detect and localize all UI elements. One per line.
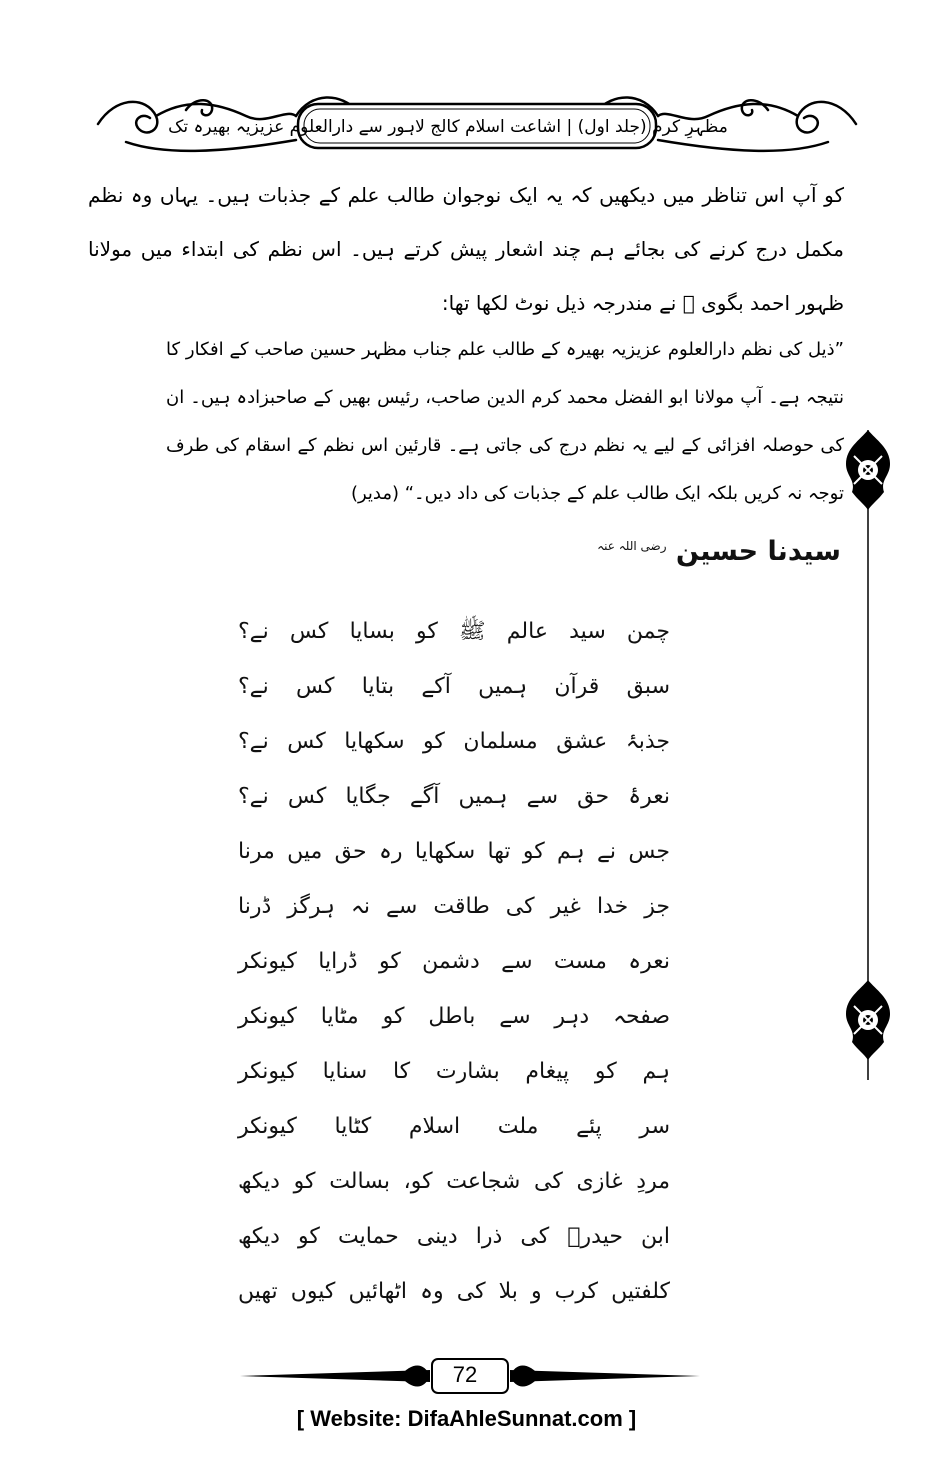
poem-body [238, 604, 670, 1319]
page-number: 72 [452, 1362, 478, 1387]
poem-line: مردِ غازی کی شجاعت کو، بسالت کو دیکھ [238, 1169, 670, 1194]
quoted-note: ”ذیل کی نظم دارالعلوم عزیزیہ بھیرہ کے طالب علم جناب مظہر حسین صاحب کے افکار کا نتیجہ ہے۔ آپ مولانا ابو الفضل محمد کرم الدین صاحب، رئیس بھیں کے صاحبزادہ ہیں۔ ان کی حوصلہ افزائی کے لیے یہ نظم درج کی جاتی ہے۔ قارئین اس نظم کے اسقام کی طرف توجہ نہ کریں بلکہ ایک طالب علم کے جذبات کی داد دیں۔“ (مدیر) [166, 339, 844, 504]
poem-line: سر پئے ملت اسلام کٹایا کیونکر [238, 1114, 670, 1139]
running-title: مظہرِ کرم (جلد اول) | اشاعت اسلام کالج لاہور سے دارالعلوم عزیزیہ بھیرہ تک [168, 116, 728, 137]
side-ornament-icon [843, 430, 893, 1080]
poem-line: ہم کو پیغام بشارت کا سنایا کیونکر [238, 1059, 670, 1084]
poem-line: سبق قرآن ہمیں آکے بتایا کس نے؟ [238, 674, 670, 699]
poem-title [597, 536, 841, 567]
poem-line: جذبۂ عشق مسلمان کو سکھایا کس نے؟ [238, 729, 670, 754]
poem-line: کلفتیں کرب و بلا کی وہ اٹھائیں کیوں تھیں [238, 1279, 670, 1304]
poem-line: صفحہ دہر سے باطل کو مٹایا کیونکر [238, 1004, 670, 1029]
poem-title-honorific: رضی اللہ عنہ [597, 539, 667, 553]
poem-line: جس نے ہم کو تھا سکھایا رہ حق میں مرنا [238, 839, 670, 864]
intro-paragraph: کو آپ اس تناظر میں دیکھیں کہ یہ ایک نوجوان طالب علم کے جذبات ہیں۔ یہاں وہ نظم مکمل درج کرنے کی بجائے ہم چند اشعار پیش کرتے ہیں۔ اس نظم کی ابتداء میں مولانا ظہور احمد بگوی ﷫ نے مندرجہ ذیل نوٹ لکھا تھا: [88, 183, 844, 315]
poem-line: جز خدا غیر کی طاقت سے نہ ہرگز ڈرنا [238, 894, 670, 919]
poem-title-text: سیدنا حسین [675, 536, 841, 567]
poem-line: نعرہ مست سے دشمن کو ڈرایا کیونکر [238, 949, 670, 974]
website-footer: [ Website: DifaAhleSunnat.com ] [296, 1406, 637, 1431]
poem-line: چمن سید عالم ﷺ کو بسایا کس نے؟ [238, 619, 670, 644]
poem-line: ابن حیدر﷛ کی ذرا دینی حمایت کو دیکھ [238, 1224, 670, 1249]
poem-line: نعرۂ حق سے ہمیں آگے جگایا کس نے؟ [238, 784, 670, 809]
